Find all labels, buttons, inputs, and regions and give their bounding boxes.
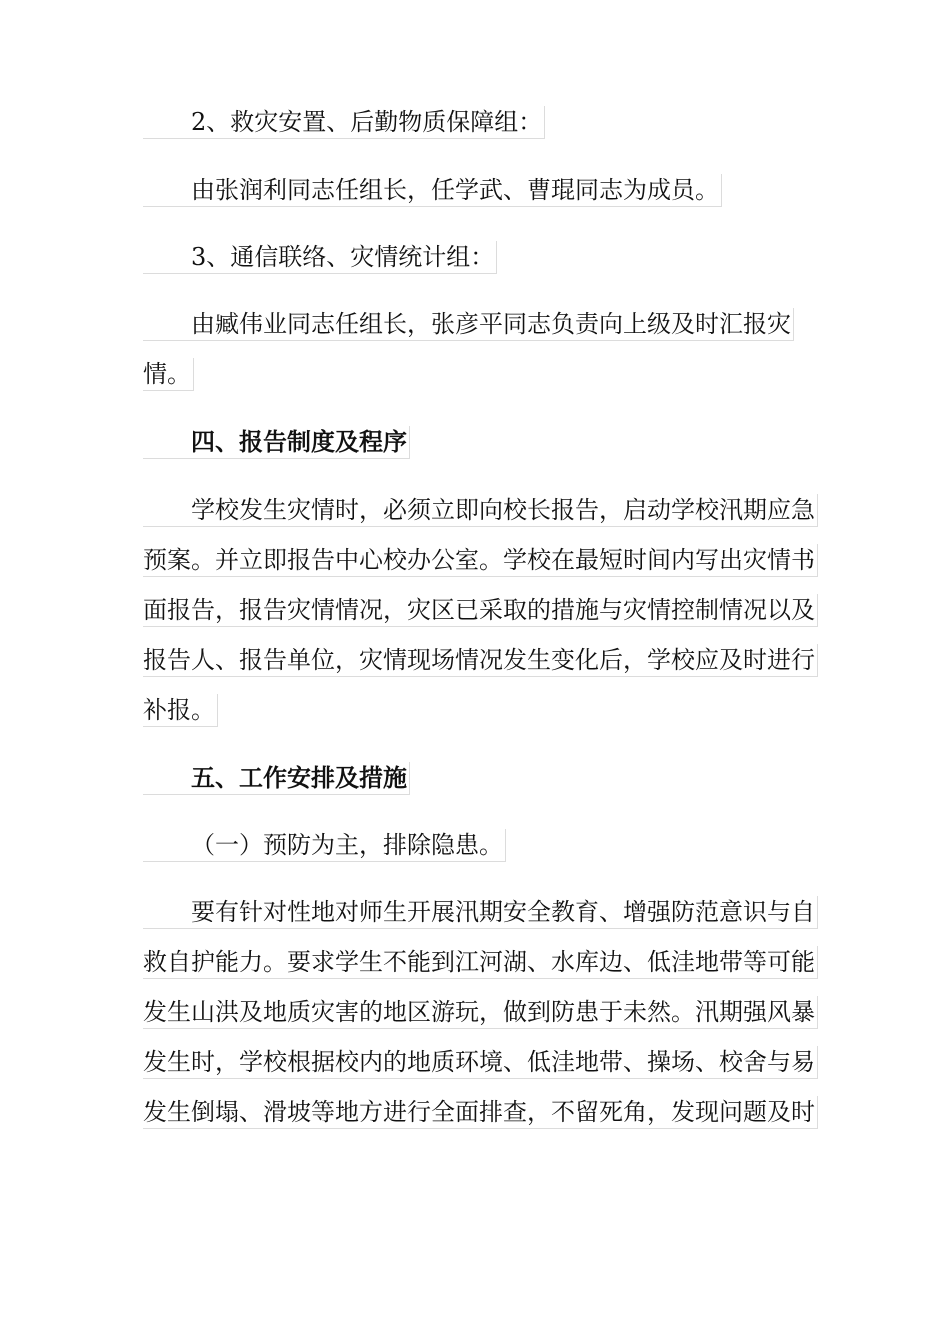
paragraph-line: 情。: [143, 358, 194, 391]
paragraph-line: 发生山洪及地质灾害的地区游玩，做到防患于未然。汛期强风暴: [143, 996, 818, 1029]
paragraph-line: 要有针对性地对师生开展汛期安全教育、增强防范意识与自: [143, 896, 818, 929]
section-heading: 四、报告制度及程序: [143, 426, 410, 459]
paragraph-line: 发生倒塌、滑坡等地方进行全面排查，不留死角，发现问题及时: [143, 1096, 818, 1129]
paragraph-line: 补报。: [143, 694, 218, 727]
paragraph-line: 由臧伟业同志任组长，张彦平同志负责向上级及时汇报灾: [143, 308, 794, 341]
paragraph-line: 救自护能力。要求学生不能到江河湖、水库边、低洼地带等可能: [143, 946, 818, 979]
paragraph-line: 面报告，报告灾情情况，灾区已采取的措施与灾情控制情况以及: [143, 594, 818, 627]
subsection-heading: 2、救灾安置、后勤物质保障组：: [143, 106, 545, 139]
paragraph-line: 预案。并立即报告中心校办公室。学校在最短时间内写出灾情书: [143, 544, 818, 577]
paragraph-line: 由张润利同志任组长，任学武、曹琨同志为成员。: [143, 174, 722, 207]
section-heading: 五、工作安排及措施: [143, 762, 410, 795]
paragraph-line: 发生时，学校根据校内的地质环境、低洼地带、操场、校舍与易: [143, 1046, 818, 1079]
subsection-heading: 3、通信联络、灾情统计组：: [143, 241, 497, 274]
subsection-heading: （一）预防为主，排除隐患。: [143, 829, 506, 862]
paragraph-line: 报告人、报告单位，灾情现场情况发生变化后，学校应及时进行: [143, 644, 818, 677]
paragraph-line: 学校发生灾情时，必须立即向校长报告，启动学校汛期应急: [143, 494, 818, 527]
